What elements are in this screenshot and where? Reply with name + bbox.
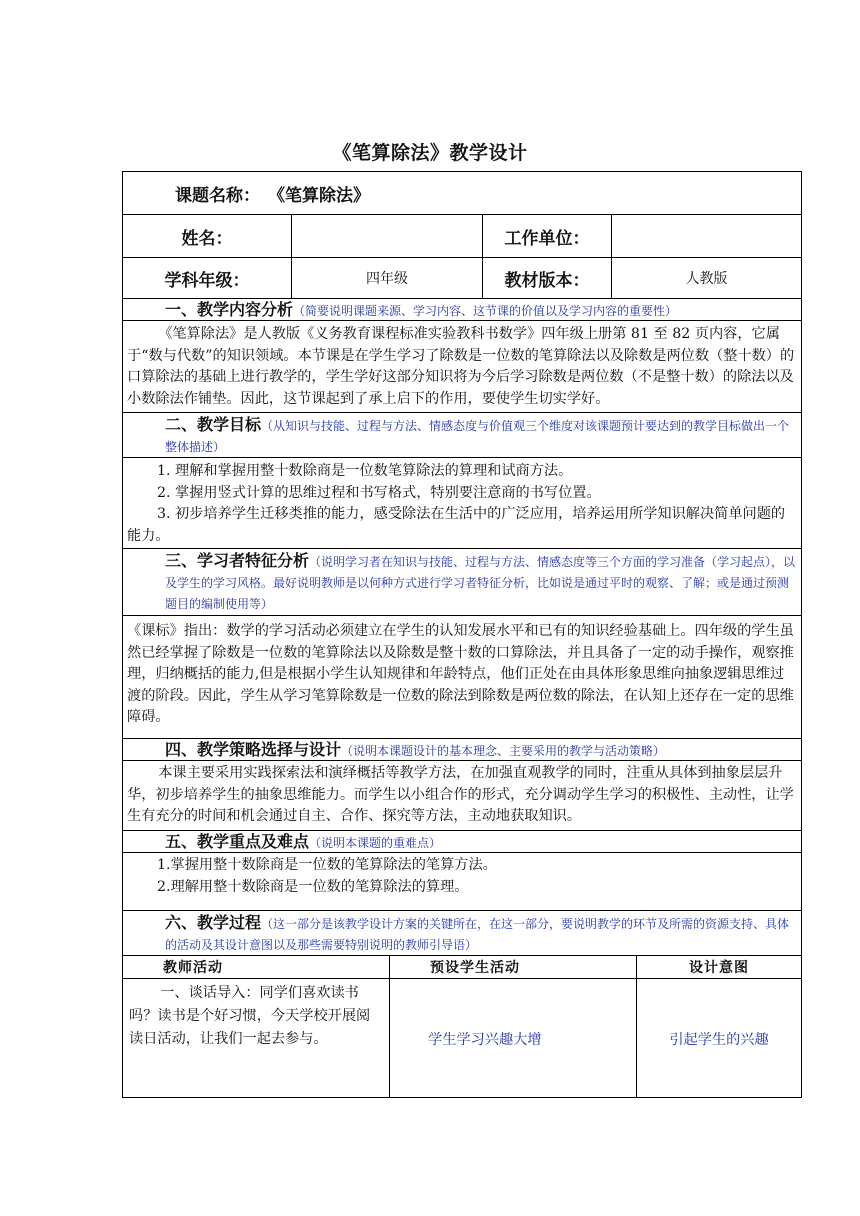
key-point-item: 2.理解用整十数除商是一位数的笔算除法的算理。 [157, 878, 469, 895]
document-title: 《笔算除法》教学设计 [332, 142, 528, 164]
section-1-note: （简要说明课题来源、学习内容、这节课的价值以及学习内容的重要性） [293, 304, 678, 318]
lesson-plan-table [122, 171, 802, 1098]
section-3-text: 《课标》指出：数学的学习活动必须建立在学生的认知发展水平和已有的知识经验基础上。四年级的学生虽然已经掌握了除数是一位数的笔算除法以及除数是整十数的口算除法，并且具备了一定的动手操作，观察推理，归纳概括的能力,但是根据小学生认知规律和年龄特点，他们正处在由具体形象思维向抽象逻辑思维过渡的阶段。因此，学生从学习笔算除数是一位数的除法到除数是两位数的除法，在认知上还存在一定的思维障碍。 [127, 623, 794, 725]
objective-item: 3. 初步培养学生迁移类推的能力，感受除法在生活中的广泛应用，培养运用所学知识解决简单问题的能力。 [127, 506, 786, 544]
section-3-note: （说明学习者在知识与技能、过程与方法、情感态度等三个方面的学习准备（学习起点），以及学生的学习风格。最好说明教师是以何种方式进行学习者特征分析，比如说是通过平时的观察、了解；或是通过预测题目的编制使用等） [165, 555, 796, 611]
grade-row [123, 257, 801, 298]
process-table-row [123, 978, 801, 1098]
section-3-heading [123, 548, 801, 615]
objective-item: 2. 掌握用竖式计算的思维过程和书写格式，特别要注意商的书写位置。 [157, 484, 601, 501]
section-1-body [123, 320, 801, 412]
teacher-activity: 一、谈话导入：同学们喜欢读书吗？读书是个好习惯，今天学校开展阅读日活动，让我们一起去参与。 [129, 985, 371, 1047]
section-1-text: 《笔算除法》是人教版《义务教育课程标准实验教科书数学》四年级上册第 81 至 82 页内容，它属于“数与代数”的知识领域。本节课是在学生学习了除数是一位数的笔算除法以及除数是两位数（整十数）的口算除法的基础上进行教学的，学生学好这部分知识将为今后学习除数是两位数（不是整十数）的除法以及小数除法作铺垫。因此，这节课起到了承上启下的作用，要使学生切实学好。 [127, 326, 795, 407]
edition-value: 人教版 [611, 258, 801, 298]
unit-value [611, 215, 801, 257]
header-student: 预设学生活动 [389, 956, 636, 978]
process-table-header [123, 955, 801, 978]
section-4-heading [123, 738, 801, 760]
section-3-title: 三、学习者特征分析 [165, 551, 310, 570]
grade-label: 学科年级： [164, 270, 250, 291]
student-activity: 学生学习兴趣大增 [389, 979, 636, 1098]
name-label: 姓名： [181, 228, 233, 249]
objective-item: 1. 理解和掌握用整十数除商是一位数笔算除法的算理和试商方法。 [157, 463, 573, 479]
section-6-heading [123, 910, 801, 955]
section-2-note: （从知识与技能、过程与方法、情感态度与价值观三个维度对该课题预计要达到的教学目标做出一个整体描述） [165, 419, 790, 454]
section-2-title: 二、教学目标 [165, 415, 262, 434]
grade-value: 四年级 [291, 258, 482, 298]
section-4-title: 四、教学策略选择与设计 [165, 740, 342, 759]
edition-label: 教材版本： [482, 258, 611, 298]
name-value [291, 215, 482, 257]
course-value: 《笔算除法》 [268, 185, 370, 206]
teacher-activity-cell [123, 979, 389, 1098]
header-teacher: 教师活动 [163, 960, 223, 976]
section-4-body [123, 760, 801, 830]
section-5-body [123, 852, 801, 910]
section-5-note: （说明本课题的重难点） [309, 836, 442, 850]
section-6-title: 六、教学过程 [165, 913, 262, 932]
section-3-body [123, 615, 801, 738]
section-1-heading [123, 298, 801, 320]
section-2-heading [123, 412, 801, 457]
section-4-text: 本课主要采用实践探索法和演绎概括等教学方法，在加强直观教学的同时，注重从具体到抽象层层升华，初步培养学生的抽象思维能力。而学生以小组合作的形式，充分调动学生学习的积极性、主动性，让学生有充分的时间和机会通过自主、合作、探究等方法，主动地获取知识。 [127, 765, 794, 824]
section-4-note: （说明本课题设计的基本理念、主要采用的教学与活动策略） [341, 744, 666, 758]
key-point-item: 1.掌握用整十数除商是一位数的笔算除法的笔算方法。 [157, 857, 497, 873]
unit-label: 工作单位： [482, 215, 611, 257]
section-5-title: 五、教学重点及难点 [165, 832, 310, 851]
design-intent: 引起学生的兴趣 [636, 979, 801, 1098]
course-row [123, 172, 801, 214]
section-5-heading [123, 830, 801, 852]
section-2-body [123, 457, 801, 548]
name-row [123, 214, 801, 257]
header-intent: 设计意图 [636, 956, 801, 978]
course-label: 课题名称： [175, 185, 260, 206]
section-1-title: 一、教学内容分析 [165, 300, 294, 319]
section-6-note: （这一部分是该教学设计方案的关键所在，在这一部分，要说明教学的环节及所需的资源支持、具体的活动及其设计意图以及那些需要特别说明的教师引导语） [165, 917, 790, 952]
